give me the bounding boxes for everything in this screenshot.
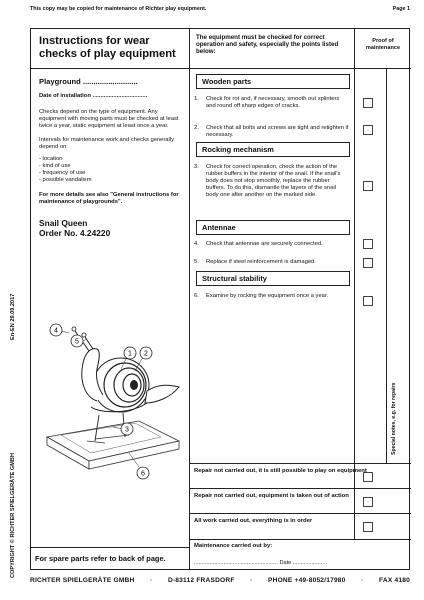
checkbox-item-2[interactable]	[363, 125, 373, 135]
checklist-heading: The equipment must be checked for correct operation and safety, especially the points listed below:	[190, 29, 354, 69]
order-number: Order No. 4.24220	[39, 228, 111, 238]
item-text: Check that all bolts and screws are tight and retighten if necessary.	[206, 125, 349, 138]
product-info	[39, 218, 181, 238]
checkbox-out-of-action[interactable]	[363, 497, 373, 507]
svg-text:5: 5	[75, 338, 79, 346]
check-item-2	[194, 125, 350, 139]
playground-field[interactable]: Playground ..........................	[39, 77, 138, 86]
svg-text:4: 4	[54, 327, 58, 335]
company-name: RICHTER SPIELGERÄTE GMBH	[30, 577, 135, 584]
snail-queen-drawing	[39, 317, 184, 485]
maintenance-label: Maintenance carried out by:	[194, 543, 273, 549]
callout-1	[124, 347, 136, 359]
svg-text:3: 3	[125, 426, 129, 434]
svg-text:2: 2	[144, 350, 148, 358]
footer	[30, 577, 410, 584]
item-text: Check that antennae are securely connected.	[206, 241, 323, 247]
company-phone: PHONE +49-8052/17980	[268, 577, 346, 584]
check-item-6	[194, 293, 350, 300]
section-structural-stability: Structural stability	[196, 271, 350, 286]
check-item-1	[194, 96, 350, 110]
company-city: D-83112 FRASDORF	[167, 577, 235, 584]
document-code: En-EN 29.09.2017	[10, 293, 16, 340]
svg-text:1: 1	[128, 350, 132, 358]
section-rocking-mechanism: Rocking mechanism	[196, 142, 350, 157]
check-item-3	[194, 164, 350, 199]
callout-2	[140, 347, 152, 359]
intervals-text: Intervals for maintenance work and checks generally depend on	[39, 137, 175, 150]
list-item: - kind of use	[39, 163, 71, 169]
row-divider	[354, 489, 355, 513]
list-item: - location	[39, 156, 63, 162]
spare-parts-note: For spare parts refer to back of page.	[31, 547, 189, 569]
callout-3	[121, 423, 133, 435]
checkbox-item-6[interactable]	[363, 296, 373, 306]
special-notes-column	[386, 69, 411, 463]
checkbox-item-1[interactable]	[363, 98, 373, 108]
status-label: Repair not carried out, it is still possible to play on equipment	[194, 468, 367, 474]
callout-4	[50, 324, 62, 336]
row-divider	[354, 464, 355, 488]
left-column	[31, 29, 189, 569]
item-number: 5.	[194, 259, 199, 265]
item-number: 6.	[194, 293, 199, 299]
installation-date-field[interactable]: Date of installation ..................................	[39, 93, 148, 99]
svg-text:6: 6	[141, 470, 145, 478]
status-row-repair-out-of-action	[190, 488, 411, 513]
item-number: 3.	[194, 164, 199, 170]
page-number: Page 1	[392, 6, 410, 12]
item-text: Check for rot and, if necessary, smooth out splinters and round off sharp edges of cracks.	[206, 96, 340, 109]
section-wooden-parts: Wooden parts	[196, 74, 350, 89]
item-text: Check for correct operation, check the action of the rubber buffers in the interior of the snail. If the snail's body does not stop smoothly, replace the rubber buffers. To do this, dismantle the layers of the snail body one after another on the marked side.	[206, 164, 341, 198]
company-fax: FAX 4180	[379, 577, 410, 584]
checkbox-item-5[interactable]	[363, 258, 373, 268]
special-notes-label: Special notes, e.g. for repairs	[391, 382, 397, 455]
callout-6	[137, 467, 149, 479]
more-details-note: For more details see also "General instructions for maintenance of playgrounds".	[39, 192, 179, 205]
footer-separator: ·	[150, 577, 153, 584]
item-text: Examine by rocking the equipment once a year.	[206, 293, 329, 299]
checkbox-all-ok[interactable]	[363, 522, 373, 532]
right-column	[190, 29, 411, 569]
check-frequency-text: Checks depend on the type of equipment. Any equipment with moving parts must be checked at least twice a year, static equipment at least once a year.	[39, 109, 179, 129]
copy-note: This copy may be copied for maintenance of Richter play equipment.	[30, 6, 207, 12]
callout-5	[71, 335, 83, 347]
list-item: - frequency of use	[39, 170, 86, 176]
row-divider	[354, 514, 355, 539]
page-title: Instructions for wear checks of play equipment	[31, 29, 189, 69]
list-item: - possible vandalism	[39, 177, 92, 183]
footer-separator: ·	[361, 577, 364, 584]
signature-date-line[interactable]: ...................................................... Date ......................	[194, 560, 328, 566]
footer-separator: ·	[250, 577, 253, 584]
item-number: 1.	[194, 96, 199, 102]
item-number: 2.	[194, 125, 199, 131]
status-label: All work carried out, everything is in order	[194, 518, 313, 524]
item-text: Replace if steel reinforcement is damaged.	[206, 259, 316, 265]
maintenance-signoff	[190, 539, 411, 571]
checkbox-item-3[interactable]	[363, 181, 373, 191]
proof-of-maintenance-header: Proof of maintenance	[354, 29, 411, 69]
item-number: 4.	[194, 241, 199, 247]
status-row-repair-playable	[190, 463, 411, 488]
checkbox-repair-playable[interactable]	[363, 472, 373, 482]
check-item-4	[194, 241, 350, 248]
check-item-5	[194, 259, 350, 266]
interval-factors-list	[39, 156, 181, 184]
status-row-all-ok	[190, 513, 411, 539]
status-label: Repair not carried out, equipment is taken out of action	[194, 493, 349, 499]
copyright-note: COPYRIGHT © RICHTER SPIELGERÄTE GMBH	[10, 452, 16, 578]
product-name: Snail Queen	[39, 218, 88, 228]
section-antennae: Antennae	[196, 220, 350, 235]
checkbox-item-4[interactable]	[363, 239, 373, 249]
form-frame	[30, 28, 410, 570]
